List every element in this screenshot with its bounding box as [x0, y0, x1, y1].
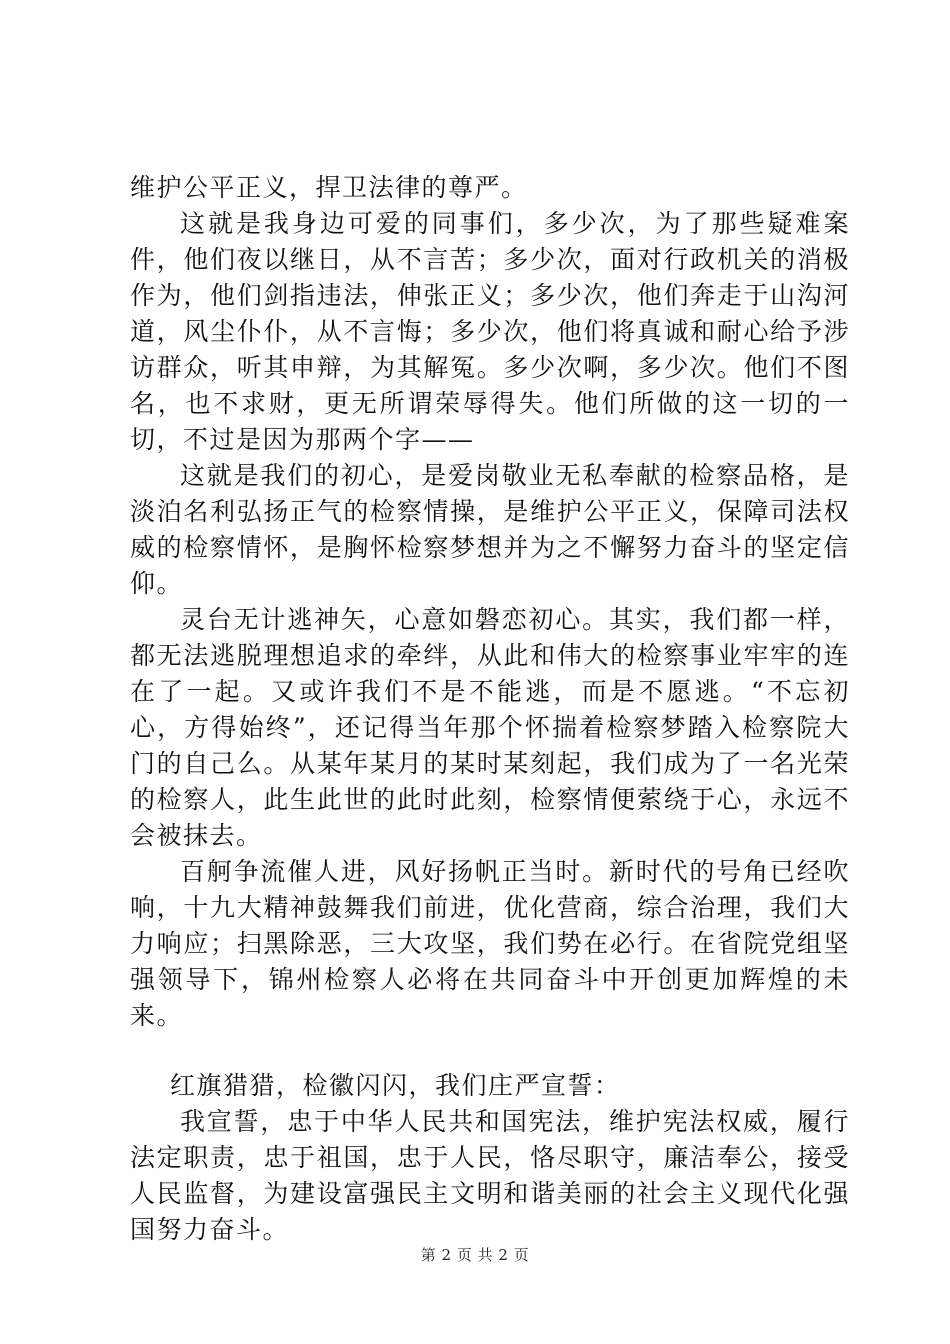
paragraph-colleagues: 这就是我身边可爱的同事们，多少次，为了那些疑难案件，他们夜以继日，从不言苦；多少次，面对行政机关的消极作为，他们剑指违法，伸张正义；多少次，他们奔走于山沟河道，风尘仆仆，从不言悔；多少次，他们将真诚和耐心给予涉访群众，听其申辩，为其解冤。多少次啊，多少次。他们不图名，也不求财，更无所谓荣辱得失。他们所做的这一切的一切，不过是因为那两个字—— [130, 209, 850, 454]
paragraph-oath-intro: 红旗猎猎，检徽闪闪，我们庄严宣誓： [170, 1071, 621, 1100]
paragraph-new-era: 百舸争流催人进，风好扬帆正当时。新时代的号角已经吹响，十九大精神鼓舞我们前进，优化营商，综合治理，我们大力响应；扫黑除恶，三大攻坚，我们势在必行。在省院党组坚强领导下，锦州检察人必将在共同奋斗中开创更加辉煌的未来。 [130, 857, 850, 1030]
paragraph-procuratorial-dream: 灵台无计逃神矢，心意如磐恋初心。其实，我们都一样，都无法逃脱理想追求的牵绊，从此和伟大的检察事业牢牢的连在了一起。又或许我们不是不能逃，而是不愿逃。“不忘初心，方得始终”，还记得当年那个怀揣着检察梦踏入检察院大门的自己么。从某年某月的某时某刻起，我们成为了一名光荣的检察人，此生此世的此时此刻，检察情便萦绕于心，永远不会被抹去。 [130, 605, 850, 850]
paragraph-continuation: 维护公平正义，捍卫法律的尊严。 [130, 173, 528, 202]
paragraph-oath: 我宣誓，忠于中华人民共和国宪法，维护宪法权威，履行法定职责，忠于祖国，忠于人民，恪尽职守，廉洁奉公，接受人民监督，为建设富强民主文明和谐美丽的社会主义现代化强国努力奋斗。 [130, 1107, 850, 1244]
paragraph-original-aspiration: 这就是我们的初心，是爱岗敬业无私奉献的检察品格，是淡泊名利弘扬正气的检察情操，是维护公平正义，保障司法权威的检察情怀，是胸怀检察梦想并为之不懈努力奋斗的坚定信仰。 [130, 461, 850, 598]
document-body [130, 170, 850, 1248]
page-number-footer: 第 2 页 共 2 页 [420, 1246, 530, 1264]
